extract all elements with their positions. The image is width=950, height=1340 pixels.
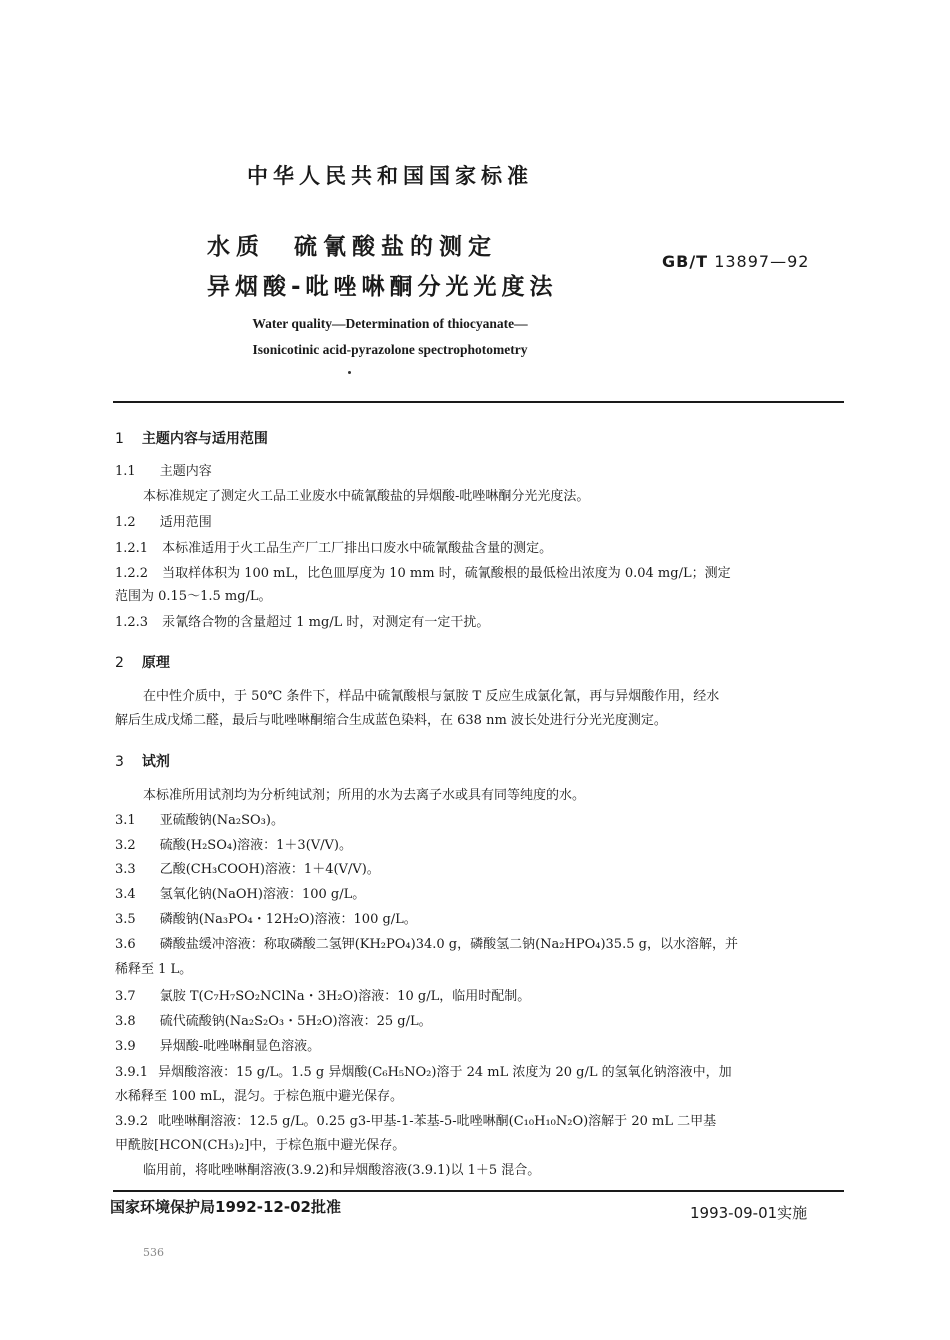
section-1-number: 1 [115, 431, 124, 447]
clause-title: 适用范围 [159, 515, 212, 530]
principle-text-1: 在中性介质中，于 50℃ 条件下，样品中硫氰酸根与氯胺 T 反应生成氯化氰，再与异烟酸作用，经水 [143, 689, 720, 704]
reagent-3-9-1-cont: 水稀释至 100 mL，混匀。于棕色瓶中避光保存。 [115, 1089, 404, 1104]
clause-text: 磷酸盐缓冲溶液：称取磷酸二氢钾(KH₂PO₄)34.0 g，磷酸氢二钠(Na₂HPO₄)35.5 g，以水溶解，并 [159, 937, 738, 952]
section-2-number: 2 [115, 655, 124, 671]
clause-1-1 [115, 464, 212, 480]
clause-text: 亚硫酸钠(Na₂SO₃)。 [159, 813, 284, 828]
reagent-3-9-1 [115, 1065, 732, 1081]
section-1-heading [115, 428, 268, 448]
clause-number: 1.2.1 [115, 541, 149, 556]
reagent-3-9-2 [115, 1114, 716, 1130]
approval-note: 国家环境保护局1992-12-02批准 [110, 1198, 341, 1216]
clause-text: 汞氰络合物的含量超过 1 mg/L 时，对测定有一定干扰。 [162, 615, 490, 630]
clause-number: 3.2 [115, 838, 136, 853]
clause-text: 吡唑啉酮溶液：12.5 g/L。0.25 g3-甲基-1-苯基-5-吡唑啉酮(C₁₀H₁₀N₂O)溶解于 20 mL 二甲基 [158, 1114, 717, 1129]
document-title-line2: 异烟酸-吡唑啉酮分光光度法 [207, 274, 558, 300]
clause-number: 1.2 [115, 515, 136, 530]
reagent-3-2 [115, 838, 352, 854]
clause-title: 主题内容 [159, 464, 212, 479]
clause-text: 磷酸钠(Na₃PO₄・12H₂O)溶液：100 g/L。 [159, 912, 417, 927]
standard-code [662, 252, 809, 271]
reagent-3-6-cont: 稀释至 1 L。 [115, 962, 193, 977]
clause-1-2-1 [115, 541, 552, 557]
clause-number: 3.9.1 [115, 1065, 149, 1080]
principle-text-2: 解后生成戊烯二醛，最后与吡唑啉酮缩合生成蓝色染料，在 638 nm 波长处进行分光光度测定。 [115, 713, 667, 728]
bottom-divider [113, 1190, 844, 1192]
reagent-3-9-2-cont: 甲酰胺[HCON(CH₃)₂]中，于棕色瓶中避光保存。 [115, 1138, 406, 1153]
reagent-3-7 [115, 989, 530, 1005]
clause-text: 硫酸(H₂SO₄)溶液：1＋3(V/V)。 [159, 838, 352, 853]
clause-number: 3.5 [115, 912, 136, 927]
clause-text: 异烟酸溶液：15 g/L。1.5 g 异烟酸(C₆H₅NO₂)溶于 24 mL 浓度为 20 g/L 的氢氧化钠溶液中，加 [158, 1065, 732, 1080]
decorative-dot [348, 371, 351, 374]
reagent-3-9 [115, 1039, 320, 1055]
clause-1-2-2-cont: 范围为 0.15～1.5 mg/L。 [115, 589, 272, 604]
clause-number: 1.2.2 [115, 566, 149, 581]
standard-number: 13897—92 [714, 252, 810, 271]
clause-number: 3.8 [115, 1014, 136, 1029]
implementation-date: 1993-09-01实施 [690, 1204, 808, 1222]
clause-text: 氢氧化钠(NaOH)溶液：100 g/L。 [159, 887, 366, 902]
national-standard-title: 中华人民共和国国家标准 [247, 164, 533, 188]
top-divider [113, 401, 844, 403]
clause-1-2-2 [115, 566, 731, 582]
reagent-mixing-note: 临用前，将吡唑啉酮溶液(3.9.2)和异烟酸溶液(3.9.1)以 1＋5 混合。 [143, 1163, 541, 1178]
reagent-3-8 [115, 1014, 432, 1030]
page-number: 536 [143, 1246, 164, 1259]
clause-number: 1.1 [115, 464, 136, 479]
section-2-title: 原理 [141, 655, 170, 671]
section-3-title: 试剂 [141, 754, 170, 770]
document-title-line1: 水质 硫氰酸盐的测定 [207, 234, 497, 260]
reagent-3-5 [115, 912, 417, 928]
reagent-intro: 本标准所用试剂均为分析纯试剂；所用的水为去离子水或具有同等纯度的水。 [143, 788, 586, 803]
reagent-3-4 [115, 887, 365, 903]
clause-text: 氯胺 T(C₇H₇SO₂NClNa・3H₂O)溶液：10 g/L，临用时配制。 [159, 989, 531, 1004]
clause-text: 本标准适用于火工品生产厂工厂排出口废水中硫氰酸盐含量的测定。 [162, 541, 553, 556]
reagent-3-1 [115, 813, 284, 829]
clause-text: 当取样体积为 100 mL，比色皿厚度为 10 mm 时，硫氰酸根的最低检出浓度为 0.04 mg/L；测定 [162, 566, 731, 581]
clause-number: 3.1 [115, 813, 136, 828]
clause-text: 异烟酸-吡唑啉酮显色溶液。 [159, 1039, 321, 1054]
english-title-line2: Isonicotinic acid-pyrazolone spectrophotometry [252, 342, 528, 357]
section-1-title: 主题内容与适用范围 [141, 431, 268, 447]
clause-number: 3.9.2 [115, 1114, 149, 1129]
clause-text: 硫代硫酸钠(Na₂S₂O₃・5H₂O)溶液：25 g/L。 [159, 1014, 432, 1029]
clause-1-1-text: 本标准规定了测定火工品工业废水中硫氰酸盐的异烟酸-吡唑啉酮分光光度法。 [143, 489, 590, 504]
clause-number: 3.7 [115, 989, 136, 1004]
reagent-3-6 [115, 937, 738, 953]
clause-text: 乙酸(CH₃COOH)溶液：1＋4(V/V)。 [159, 862, 380, 877]
clause-number: 3.4 [115, 887, 136, 902]
clause-1-2 [115, 515, 212, 531]
clause-number: 3.3 [115, 862, 136, 877]
english-title-line1: Water quality—Determination of thiocyanate— [252, 316, 528, 331]
clause-number: 1.2.3 [115, 615, 149, 630]
clause-number: 3.6 [115, 937, 136, 952]
clause-1-2-3 [115, 615, 489, 631]
reagent-3-3 [115, 862, 380, 878]
section-3-heading [115, 751, 170, 771]
clause-number: 3.9 [115, 1039, 136, 1054]
section-2-heading [115, 652, 170, 672]
section-3-number: 3 [115, 754, 124, 770]
standard-prefix: GB/T [662, 252, 709, 271]
